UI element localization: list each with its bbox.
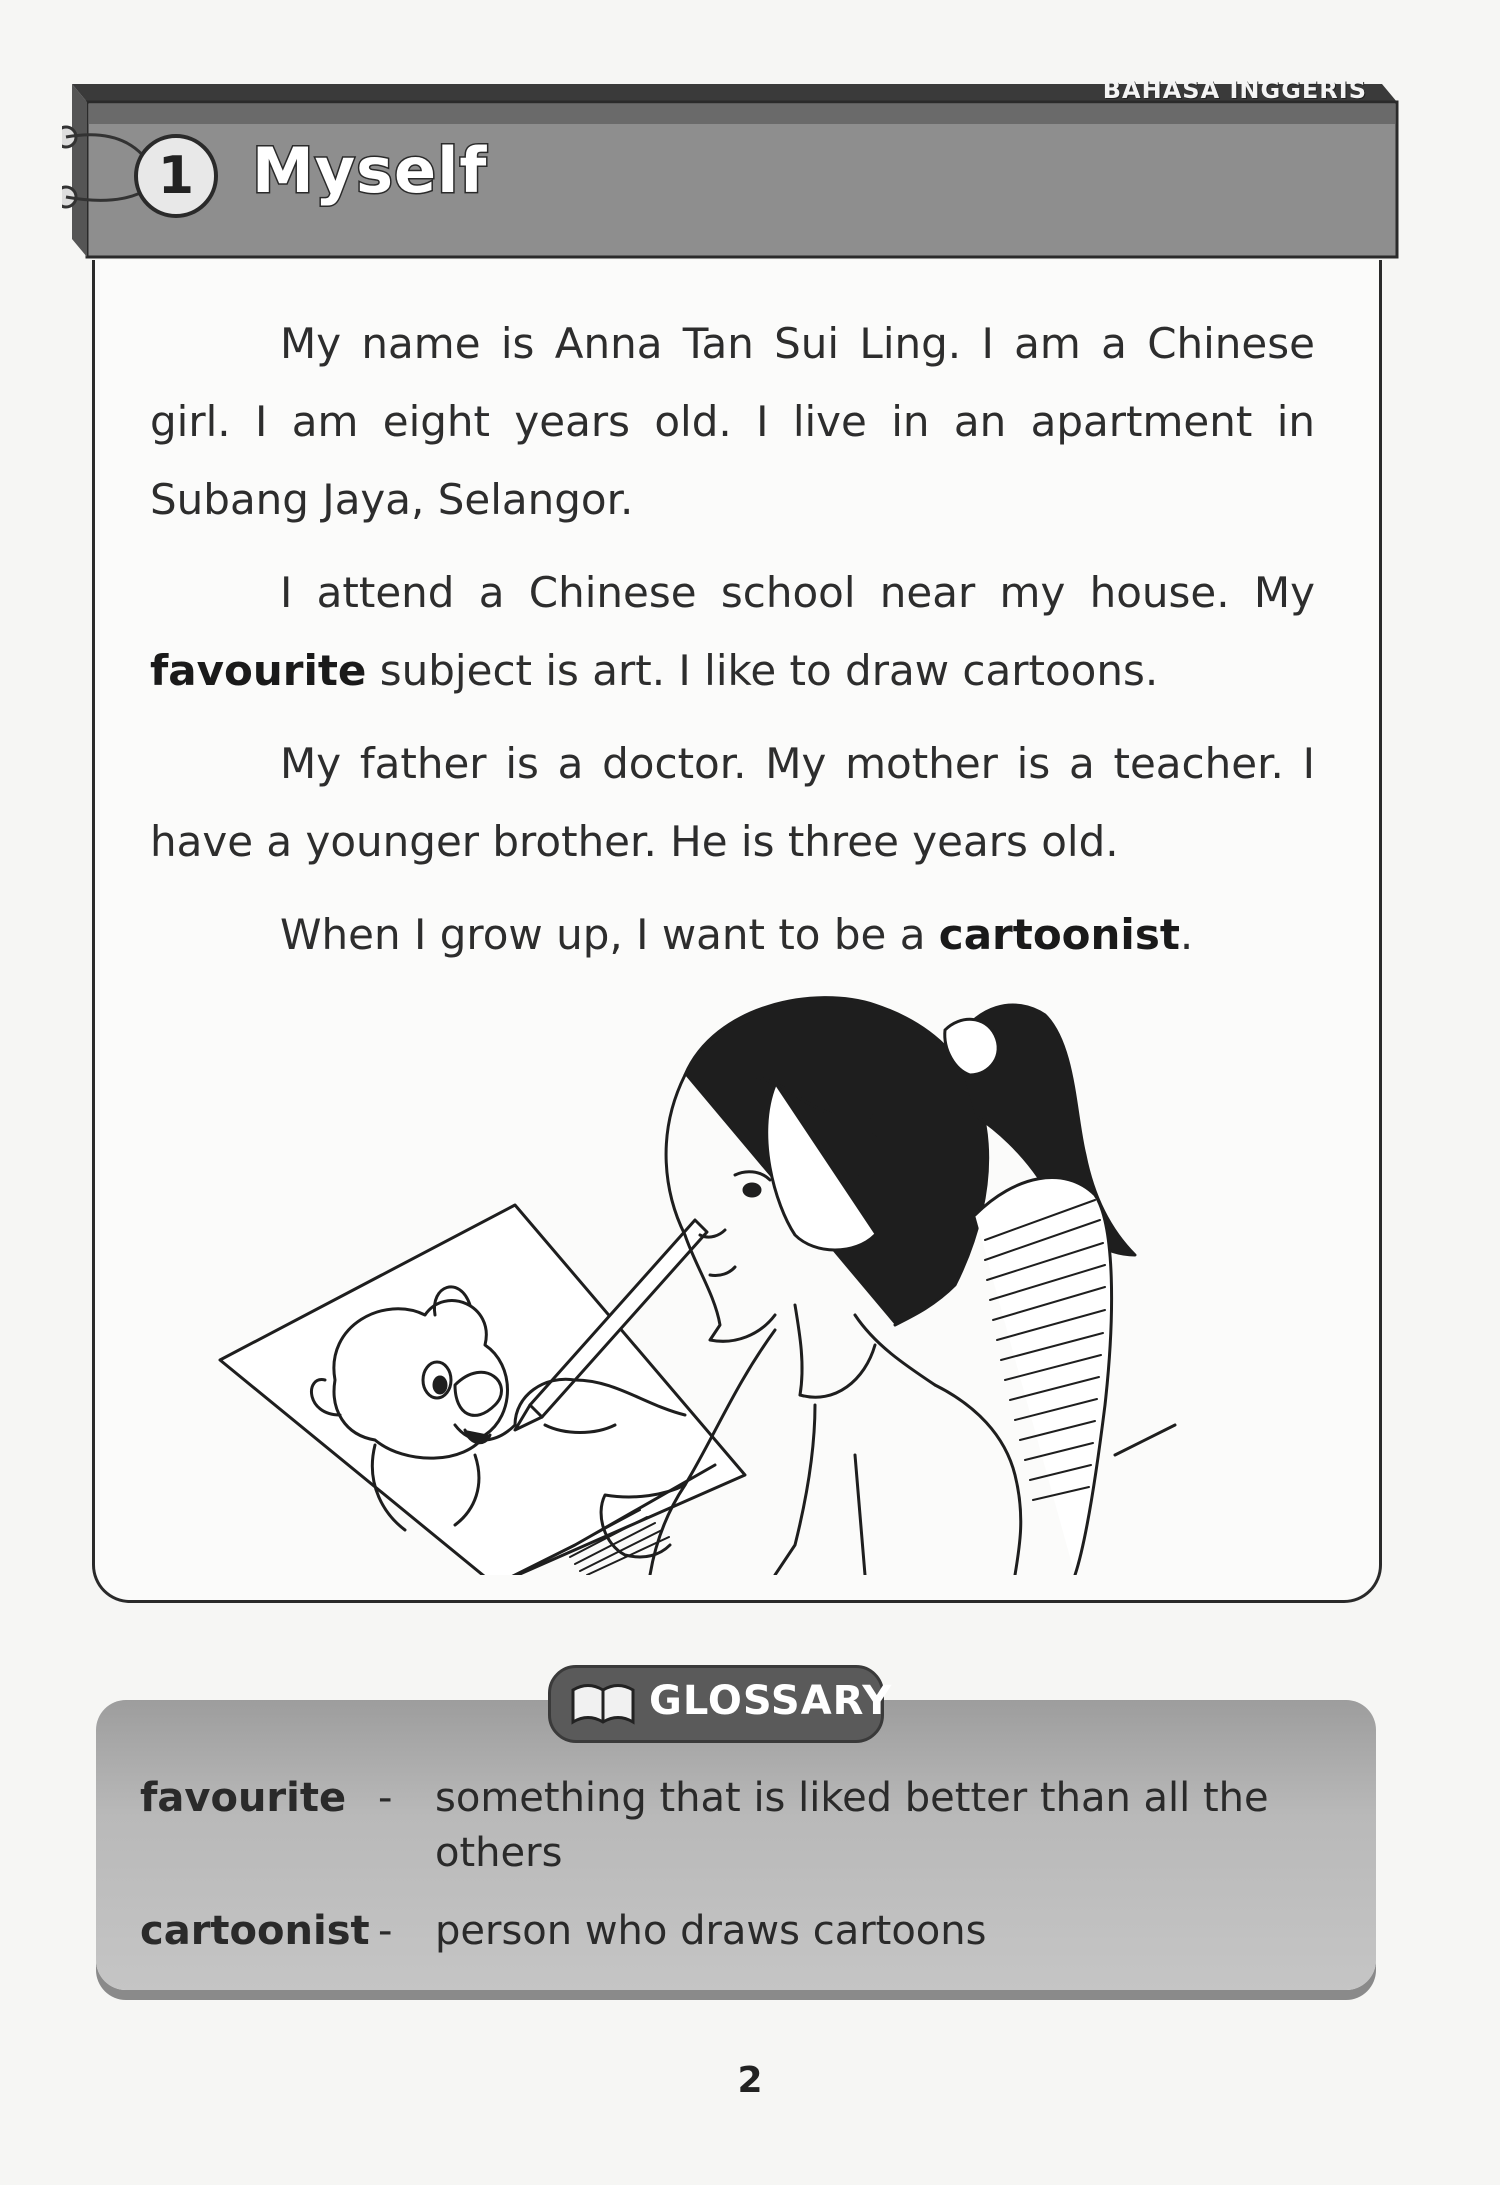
story-text xyxy=(150,305,1315,989)
paragraph-3: My father is a doctor. My mother is a teacher. I have a younger brother. He is three years old. xyxy=(150,739,1315,866)
bold-word-favourite: favourite xyxy=(150,646,367,695)
glossary-definition: person who draws cartoons xyxy=(435,1908,987,1954)
subject-label: BAHASA INGGERIS xyxy=(1102,76,1367,104)
paragraph-1: My name is Anna Tan Sui Ling. I am a Chinese girl. I am eight years old. I live in an apartment in Subang Jaya, Selangor. xyxy=(150,319,1315,524)
paragraph-4: When I grow up, I want to be a cartoonist. xyxy=(280,910,1194,959)
bold-word-cartoonist: cartoonist xyxy=(938,910,1180,959)
open-book-icon xyxy=(571,1682,635,1726)
paragraph-2: I attend a Chinese school near my house. My favourite subject is art. I like to draw cartoons. xyxy=(150,568,1315,695)
glossary-definition: something that is liked better than all the xyxy=(435,1775,1269,1821)
page-number: 2 xyxy=(737,2060,763,2101)
glossary-term: cartoonist xyxy=(140,1908,370,1954)
chapter-number: 1 xyxy=(157,146,195,206)
girl-drawing-illustration xyxy=(215,985,1275,1575)
chapter-title: Myself xyxy=(252,134,488,207)
glossary-definition-continued: others xyxy=(435,1830,563,1876)
glossary-term: favourite xyxy=(140,1775,347,1821)
glossary-heading: GLOSSARY xyxy=(649,1678,893,1724)
glossary-tab xyxy=(548,1665,893,1743)
glossary-entry-favourite xyxy=(140,1775,346,1821)
chapter-banner xyxy=(62,72,1407,267)
glossary-dash: - xyxy=(378,1775,393,1821)
glossary-entry-cartoonist xyxy=(140,1908,370,1954)
glossary-dash: - xyxy=(378,1908,393,1954)
